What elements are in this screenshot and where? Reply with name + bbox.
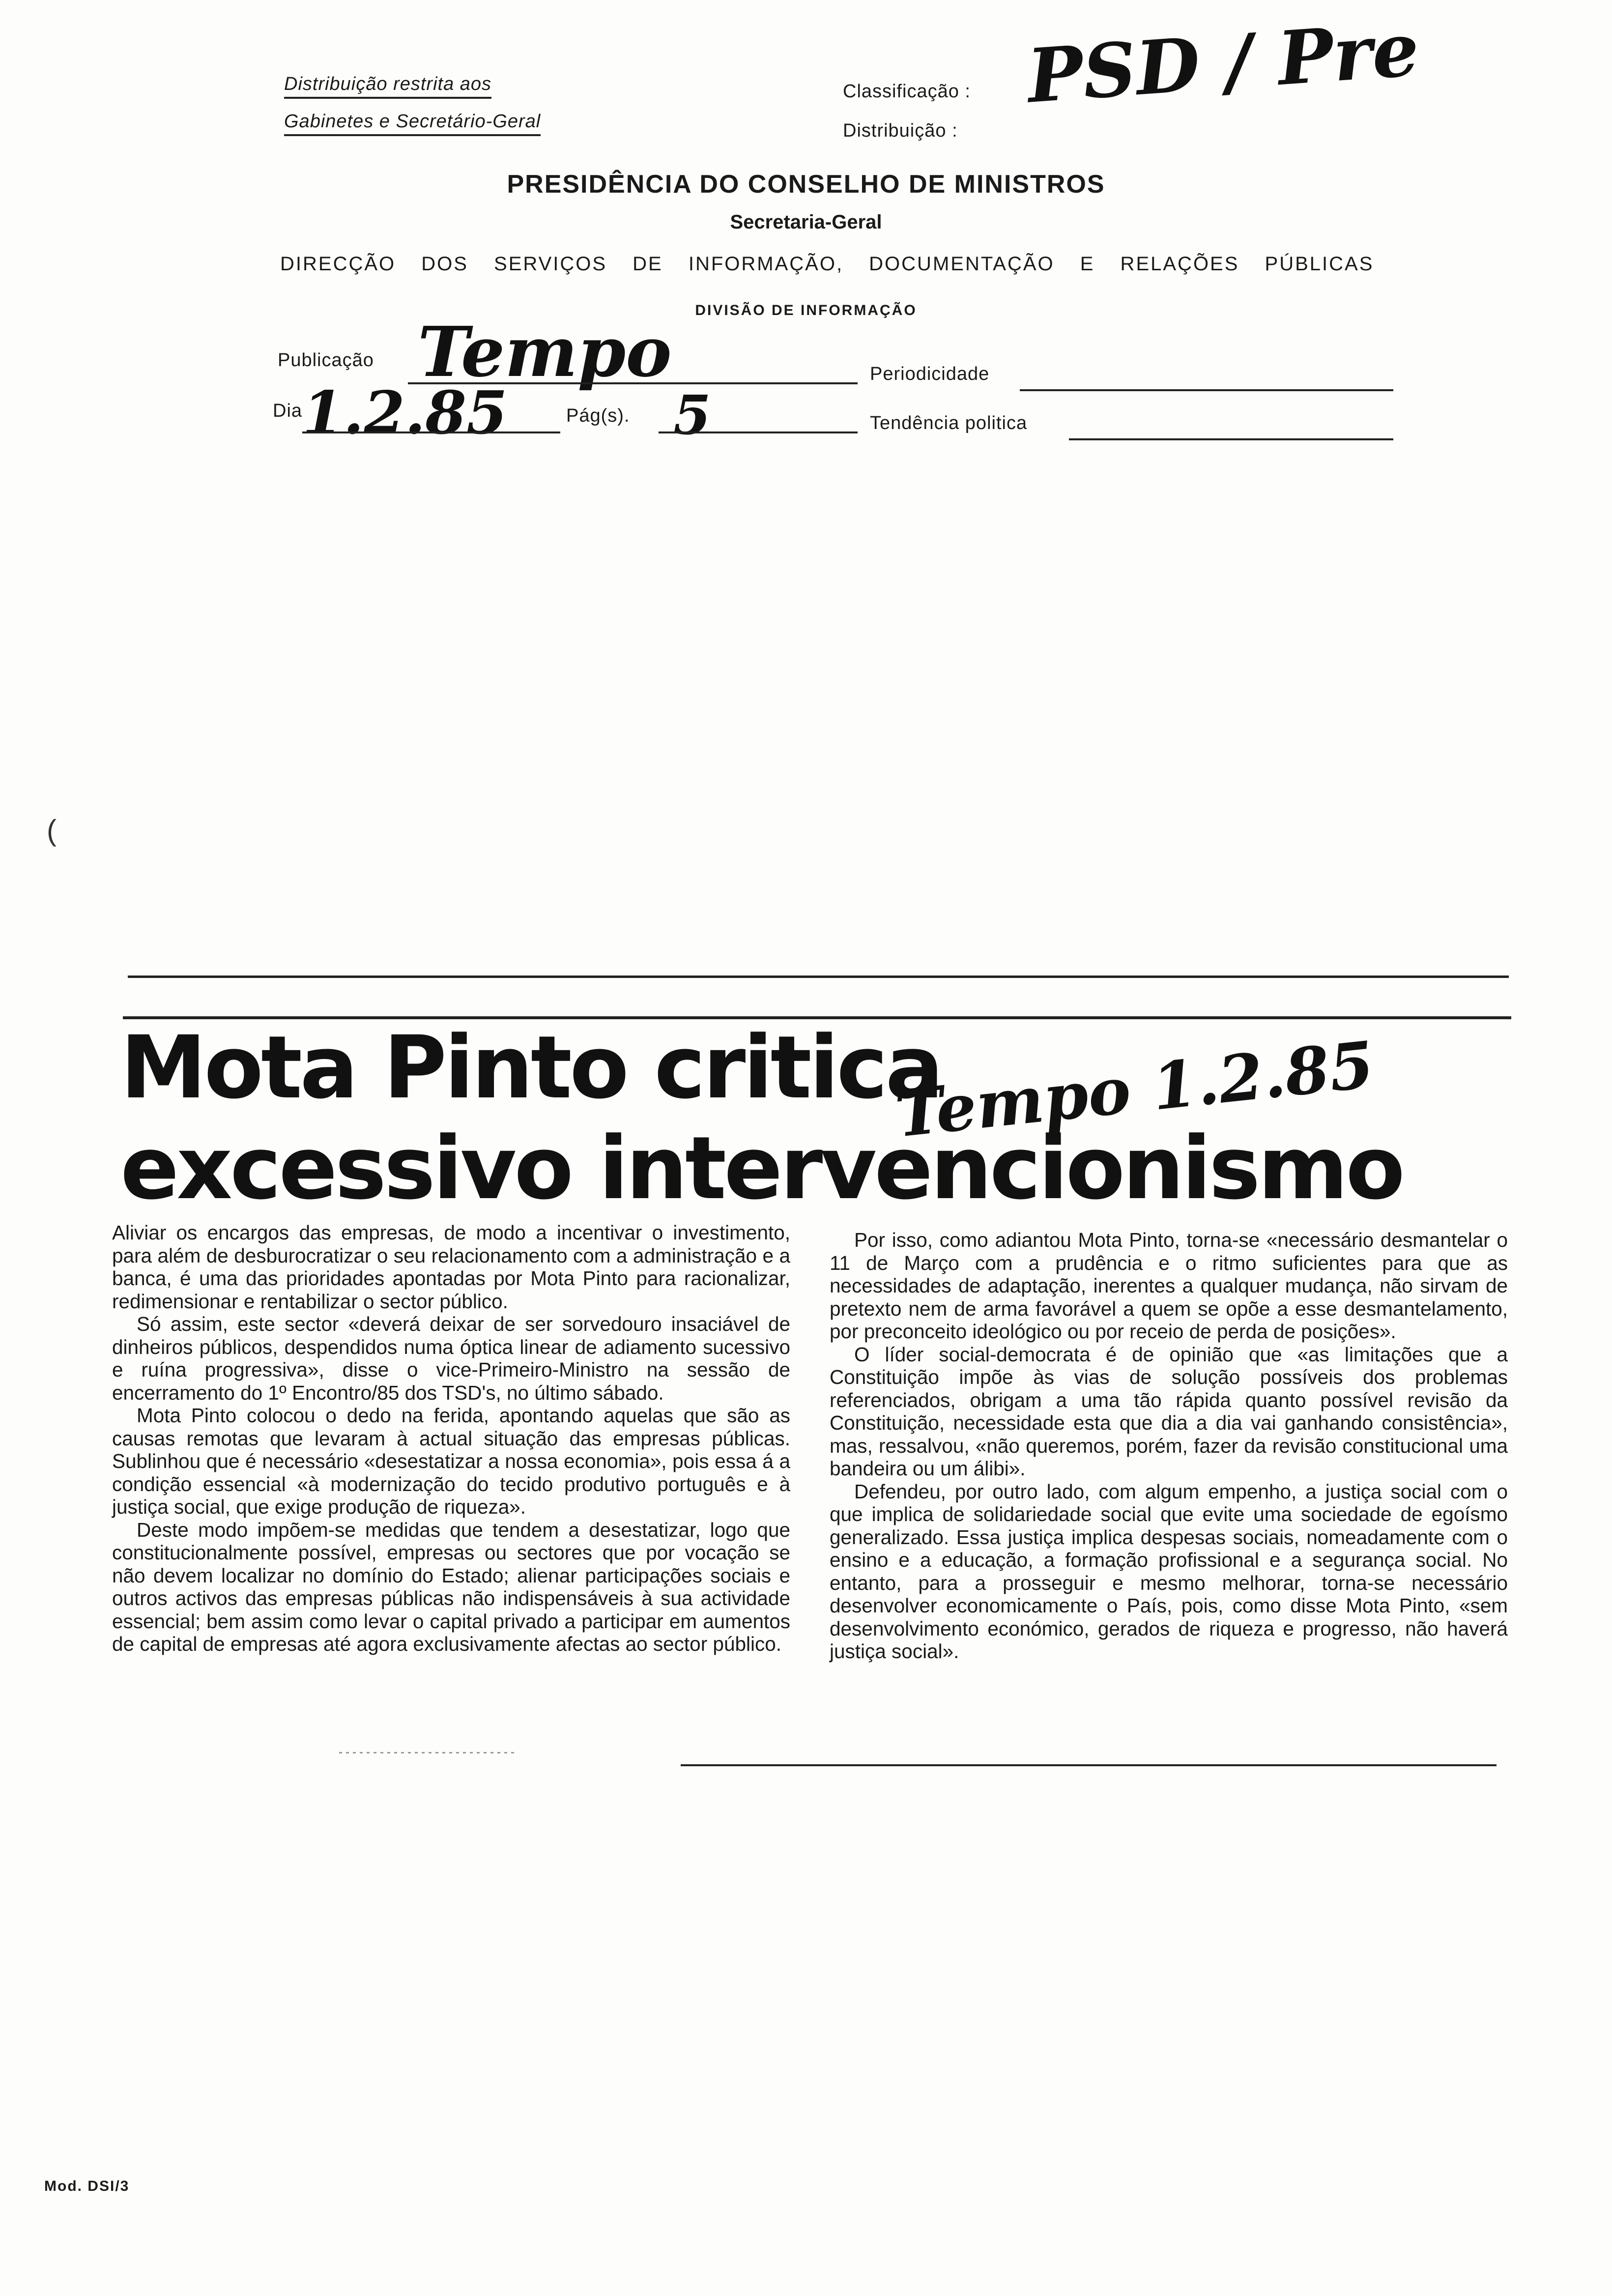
day-underline — [302, 431, 560, 433]
left-bottom-dotted-rule — [339, 1752, 516, 1753]
classification-label: Classificação : — [843, 81, 971, 102]
form-code: Mod. DSI/3 — [44, 2178, 130, 2194]
periodicity-underline — [1020, 389, 1393, 391]
right-paragraph: O líder social-democrata é de opinião que «as limitações que a Constituição impõe às vias de solução possíveis dos problemas referenciados, obrigam a uma tão rápida quanto possível revisão da Constituição, necessidade esta que dia a dia vai ganhando consistência», mas, ressalvou, «não queremos, porém, fazer da revisão constitucional uma bandeira ou um álibi». — [830, 1343, 1508, 1480]
right-bottom-rule — [681, 1764, 1497, 1766]
article-top-rule — [128, 976, 1509, 978]
division: DIVISÃO DE INFORMAÇÃO — [695, 302, 917, 318]
publication-value: Tempo — [418, 312, 672, 393]
directorate: DIRECÇÃO DOS SERVIÇOS DE INFORMAÇÃO, DOCUMENTAÇÃO E RELAÇÕES PÚBLICAS — [280, 253, 1374, 275]
pages-value: 5 — [673, 383, 711, 447]
article-title-line1: Mota Pinto critica — [120, 1017, 942, 1118]
left-paragraph: Só assim, este sector «deverá deixar de ser sorvedouro insaciável de dinheiros públicos, despendidos numa óptica linear de adiamento sucessivo e ruína progressiva», disse o vice-Primeiro-Ministro na sessão de encerramento do 1º Encontro/85 dos TSD's, no último sábado. — [112, 1313, 790, 1404]
periodicity-label: Periodicidade — [870, 364, 990, 384]
article-right-column — [830, 1229, 1508, 1663]
office-title: PRESIDÊNCIA DO CONSELHO DE MINISTROS — [507, 170, 1105, 199]
tendency-label: Tendência politica — [870, 413, 1028, 433]
distribution-label: Distribuição : — [843, 120, 958, 141]
right-paragraph: Por isso, como adiantou Mota Pinto, torna-se «necessário desmantelar o 11 de Março com a prudência e o ritmo suficientes para que as necessidades de adaptação, inerentes a qualquer mudança, não sirvam de pretexto nem de arma favorável a quem se opõe a esse desmantelamento, por preconceito ideológico ou por receio de perda de posições». — [830, 1229, 1508, 1343]
article-left-column — [112, 1221, 790, 1656]
pages-label: Pág(s). — [566, 405, 630, 426]
tendency-underline — [1069, 438, 1393, 440]
restricted-distribution-line1: Distribuição restrita aos — [284, 74, 491, 99]
secretariat: Secretaria-Geral — [730, 211, 882, 233]
right-paragraph: Defendeu, por outro lado, com algum empenho, a justiça social com o que implica de solidariedade social que evite uma sociedade de egoísmo generalizado. Essa justiça implica despesas sociais, nomeadamente com o ensino e a educação, a formação profissional e a segurança social. No entanto, para a prosseguir e mesmo melhorar, torna-se necessário desenvolver economicamente o País, pois, como disse Mota Pinto, «sem desenvolvimento económico, gerados de riqueza e progresso, não haverá justiça social». — [830, 1480, 1508, 1663]
day-label: Dia — [273, 401, 303, 421]
left-paragraph: Aliviar os encargos das empresas, de modo a incentivar o investimento, para além de desburocratizar o seu relacionamento com a administração e a banca, é uma das prioridades apontadas por Mota Pinto para racionalizar, redimensionar e rentabilizar o sector público. — [112, 1221, 790, 1313]
restricted-distribution-line2: Gabinetes e Secretário-Geral — [284, 111, 541, 136]
handwritten-classification: PSD / Pre — [1024, 6, 1422, 120]
publication-label: Publicação — [278, 350, 374, 371]
day-value: 1.2.85 — [302, 378, 508, 448]
handwritten-date-note: Tempo 1.2.85 — [892, 1027, 1378, 1152]
left-paragraph: Deste modo impõem-se medidas que tendem a desestatizar, logo que constitucionalmente possível, empresas ou sectores que por vocação se não devem localizar no domínio do Estado; alienar participações sociais e outros activos das empresas públicas não indispensáveis à sua actividade essencial; bem assim como levar o capital privado a participar em aumentos de capital de empresas até agora exclusivamente afectas ao sector público. — [112, 1518, 790, 1655]
left-paragraph: Mota Pinto colocou o dedo na ferida, apontando aquelas que são as causas remotas que levaram à actual situação das empresas públicas. Sublinhou que é necessário «desestatizar a nossa economia», pois essa á a condição essencial «à modernização do tecido produtivo português e à justiça social, que exige produção de riqueza». — [112, 1404, 790, 1518]
article-title-line2: excessivo intervencionismo — [120, 1118, 1403, 1219]
pages-underline — [659, 431, 858, 433]
margin-mark: ( — [47, 814, 57, 847]
